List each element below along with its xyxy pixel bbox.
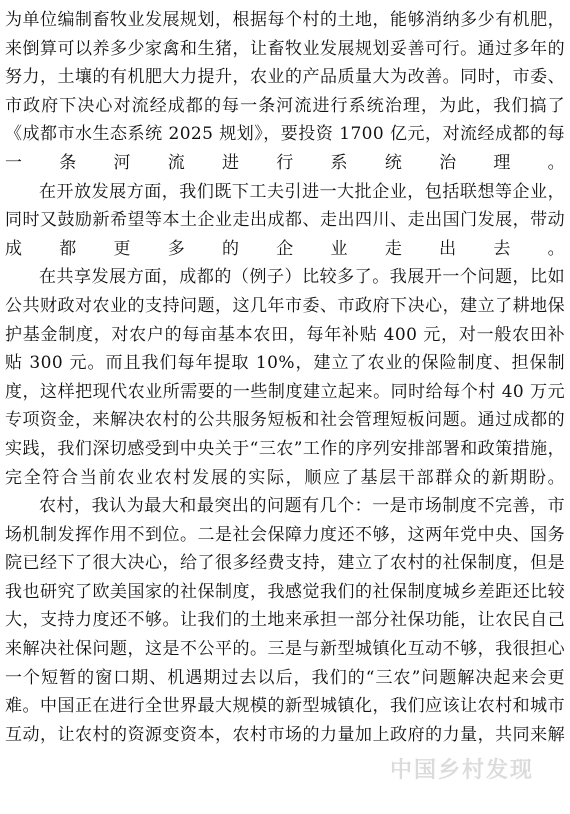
- paragraph-3: 在共享发展方面，成都的（例子）比较多了。我展开一个问题，比如公共财政对农业的支持问题，这几年市委、市政府下决心，建立了耕地保护基金制度，对农户的每亩基本农田，每年补贴 400 元，对一般农田补贴 300 元。而且我们每年提取 10%，建立了农业的保险制度、担保制度，这样把现代农业所需要的一些制度建立起来。同时给每个村 40 万元专项资金，来解决农村的公共服务短板和社会管理短板问题。通过成都的实践，我们深切感受到中央关于“三农”工作的序列安排部署和政策措施，完全符合当前农业农村发展的实际，顺应了基层干部群众的新期盼。: [5, 267, 565, 488]
- paragraph-4: 农村，我认为最大和最突出的问题有几个：一是市场制度不完善，市场机制发挥作用不到位。二是社会保障力度还不够，这两年党中央、国务院已经下了很大决心，给了很多经费支持，建立了农村的社保制度，但是我也研究了欧美国家的社保制度，我感觉我们的社保制度城乡差距还比较大，支持力度还不够。让我们的土地来承担一部分社保功能，让农民自己来解决社保问题，这是不公平的。三是与新型城镇化互动不够，我很担心一个短暂的窗口期、机遇期过去以后，我们的“三农”问题解决起来会更难。中国正在进行全世界最大规模的新型城镇化，我们应该让农村和城市互动，让农村的资源变资本，农村市场的力量加上政府的力量，共同来解: [5, 496, 565, 745]
- watermark: 中国乡村发现: [389, 758, 534, 783]
- paragraph-1: 为单位编制畜牧业发展规划，根据每个村的土地，能够消纳多少有机肥，来倒算可以养多少家禽和生猪，让畜牧业发展规划妥善可行。通过多年的努力，土壤的有机肥大力提升，农业的产品质量大为改善。同时，市委、市政府下决心对流经成都的每一条河流进行系统治理，为此，我们搞了《成都市水生态系统 2025 规划》，要投资 1700 亿元，对流经成都的每一条河流进行系统治理。: [5, 10, 565, 173]
- paragraph-2: 在开放发展方面，我们既下工夫引进一大批企业，包括联想等企业，同时又鼓励新希望等本土企业走出成都、走出四川、走出国门发展，带动成都更多的企业走出去。: [5, 181, 565, 259]
